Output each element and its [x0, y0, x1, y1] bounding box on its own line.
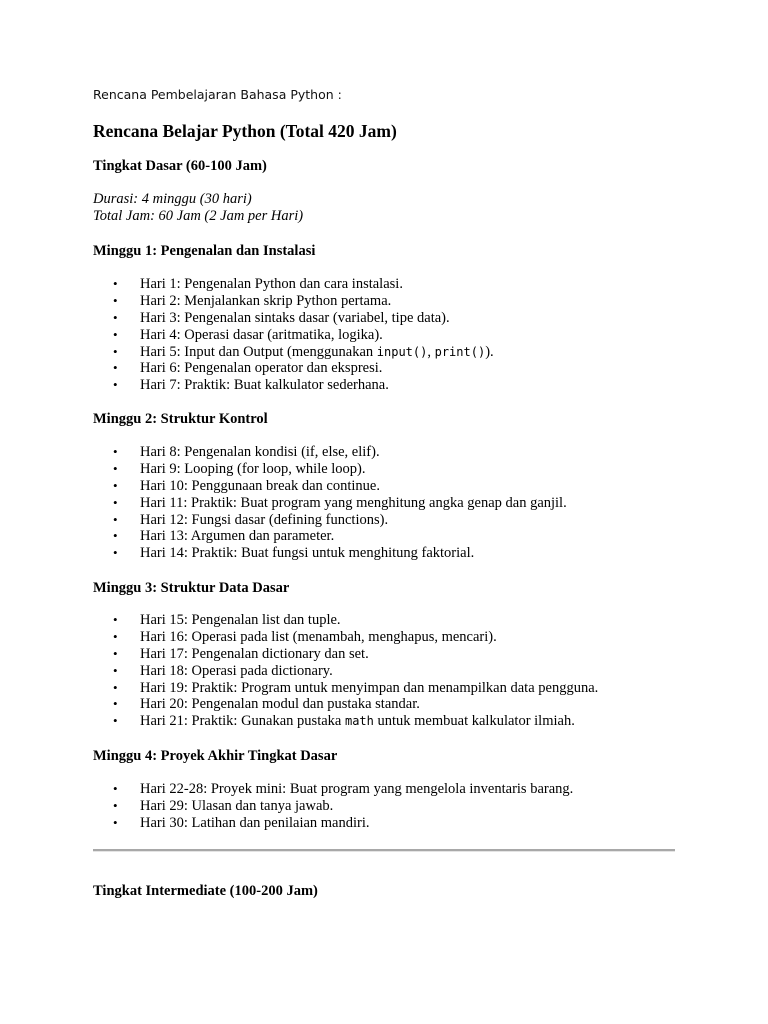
list-item: • Hari 3: Pengenalan sintaks dasar (variabel, tipe data).	[113, 309, 450, 326]
list-item: • Hari 20: Pengenalan modul dan pustaka standar.	[113, 696, 420, 713]
week-1-list	[93, 276, 494, 394]
list-item: • Hari 14: Praktik: Buat fungsi untuk menghitung faktorial.	[113, 545, 475, 562]
total-hours-text: Total Jam: 60 Jam (2 Jam per Hari)	[93, 208, 304, 224]
week-4-heading: Minggu 4: Proyek Akhir Tingkat Dasar	[93, 748, 338, 764]
document-title: Rencana Belajar Python (Total 420 Jam)	[93, 121, 397, 141]
list-item: • Hari 19: Praktik: Program untuk menyimpan dan menampilkan data pengguna.	[113, 679, 599, 696]
list-item: • Hari 10: Penggunaan break dan continue.	[113, 477, 380, 494]
week-3-list	[93, 612, 598, 730]
code-print: print()	[434, 344, 486, 359]
list-item: • Hari 17: Pengenalan dictionary dan set.	[113, 645, 369, 662]
list-item: • Hari 8: Pengenalan kondisi (if, else, elif).	[113, 444, 380, 460]
list-item: • Hari 30: Latihan dan penilaian mandiri.	[113, 814, 370, 831]
week-2-heading: Minggu 2: Struktur Kontrol	[93, 411, 268, 427]
list-item: • Hari 18: Operasi pada dictionary.	[113, 662, 333, 679]
week-3-heading: Minggu 3: Struktur Data Dasar	[93, 580, 290, 596]
list-item: • Hari 1: Pengenalan Python dan cara instalasi.	[113, 276, 403, 292]
list-item: • Hari 7: Praktik: Buat kalkulator sederhana.	[113, 377, 389, 394]
intro-text: Rencana Pembelajaran Bahasa Python :	[93, 87, 342, 102]
code-math: math	[344, 714, 374, 729]
list-item: • Hari 6: Pengenalan operator dan ekspresi.	[113, 360, 383, 377]
list-item: • Hari 21: Praktik: Gunakan pustaka math untuk membuat kalkulator ilmiah.	[113, 713, 575, 730]
list-item: • Hari 12: Fungsi dasar (defining functions).	[113, 511, 389, 528]
list-item: • Hari 15: Pengenalan list dan tuple.	[113, 612, 341, 628]
list-item: • Hari 29: Ulasan dan tanya jawab.	[113, 797, 334, 814]
level-basic-meta	[93, 191, 303, 225]
week-2-list	[93, 444, 567, 562]
list-item: • Hari 4: Operasi dasar (aritmatika, logika).	[113, 326, 383, 343]
level-basic-heading: Tingkat Dasar (60-100 Jam)	[93, 158, 267, 174]
list-item: • Hari 9: Looping (for loop, while loop).	[113, 460, 366, 477]
list-item: • Hari 11: Praktik: Buat program yang menghitung angka genap dan ganjil.	[113, 494, 567, 511]
horizontal-divider	[93, 849, 675, 852]
week-4-list	[93, 781, 573, 832]
duration-text: Durasi: 4 minggu (30 hari)	[93, 191, 252, 207]
level-intermediate-heading: Tingkat Intermediate (100-200 Jam)	[93, 883, 318, 899]
list-item: • Hari 2: Menjalankan skrip Python pertama.	[113, 292, 392, 309]
code-input: input()	[376, 344, 428, 359]
list-item: • Hari 13: Argumen dan parameter.	[113, 528, 335, 545]
list-item: • Hari 22-28: Proyek mini: Buat program yang mengelola inventaris barang.	[113, 781, 574, 797]
list-item: • Hari 16: Operasi pada list (menambah, menghapus, mencari).	[113, 628, 497, 645]
week-1-heading: Minggu 1: Pengenalan dan Instalasi	[93, 243, 316, 259]
list-item: • Hari 5: Input dan Output (menggunakan input(), print()).	[113, 343, 494, 360]
